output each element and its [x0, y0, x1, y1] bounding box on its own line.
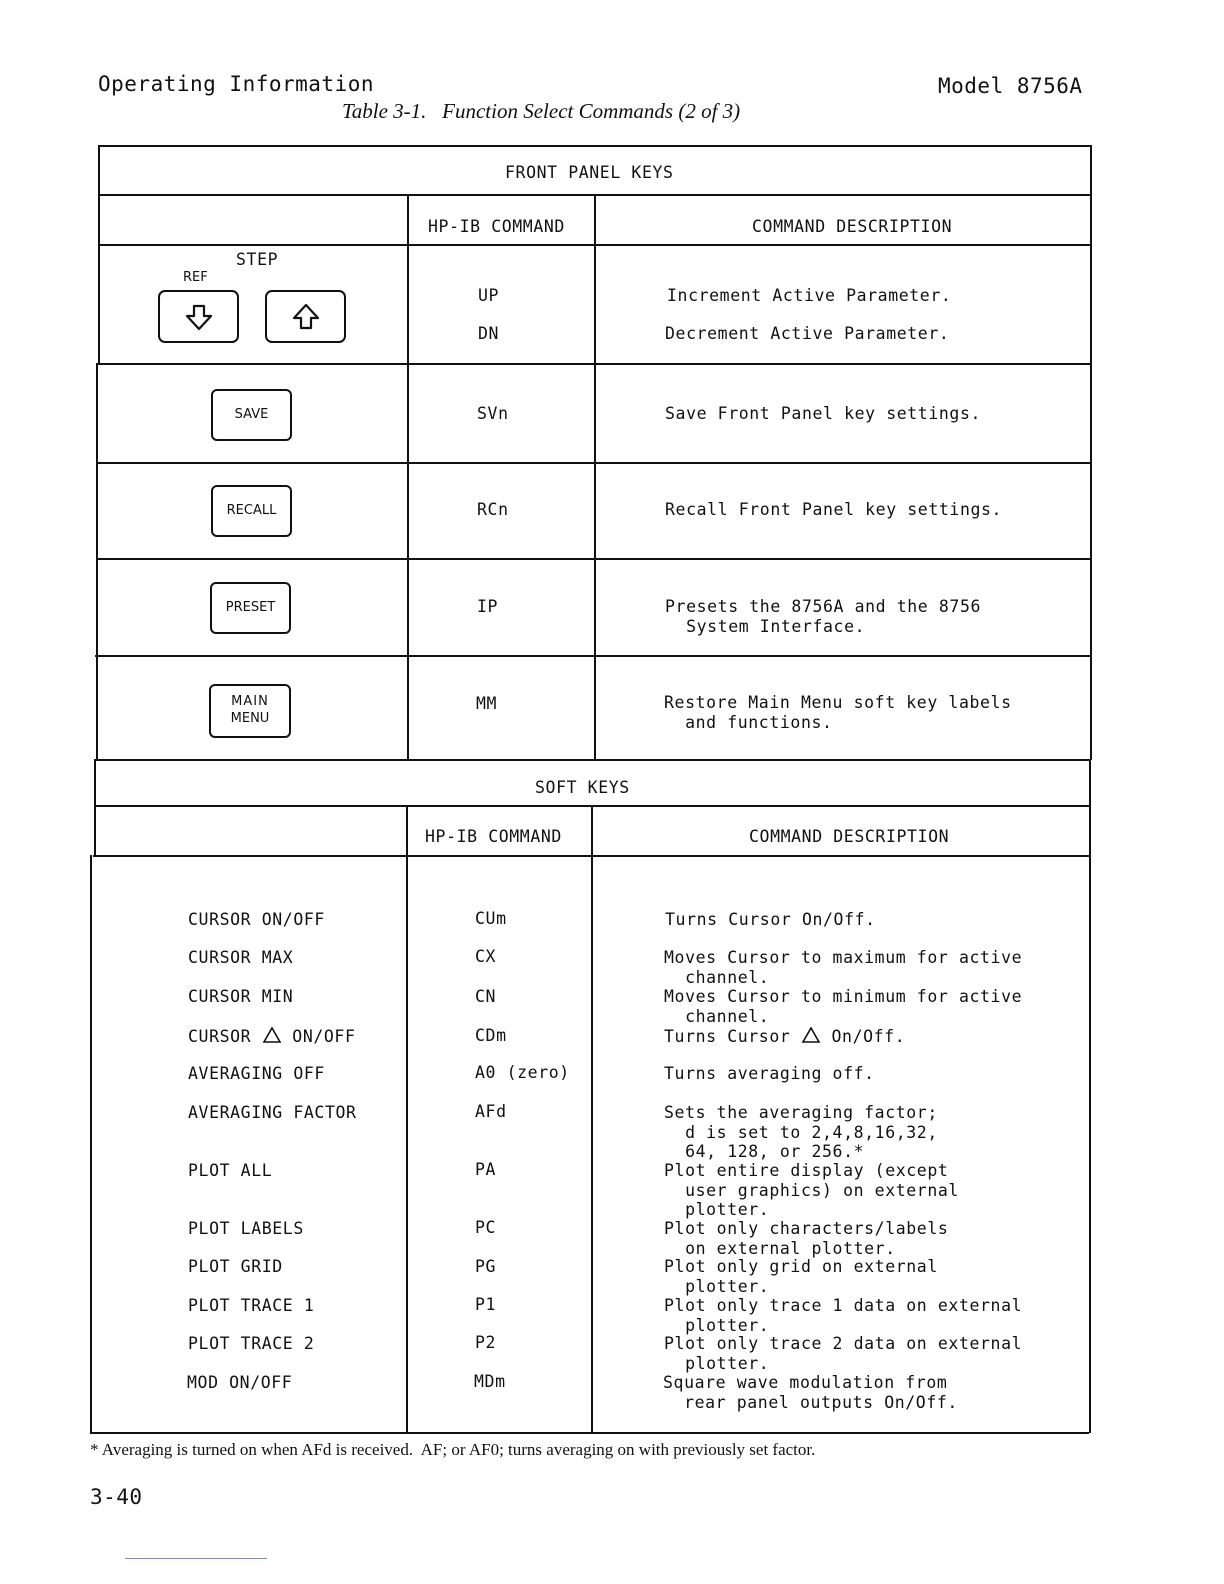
sk-description: Sets the averaging factor; d is set to 2,4,8,16,32, 64, 128, or 256.* [664, 1103, 938, 1161]
arrow-up-icon [291, 302, 321, 332]
sk-name: CURSOR ON/OFF [188, 910, 325, 929]
sk-command: CX [475, 947, 497, 966]
sk-name: PLOT GRID [188, 1257, 283, 1276]
cmd-main-menu: MM [476, 694, 498, 713]
desc-recall: Recall Front Panel key settings. [665, 500, 1003, 519]
step-up-key[interactable] [265, 290, 346, 343]
page-number: 3-40 [90, 1485, 143, 1509]
sk-description: Turns Cursor On/Off. [665, 910, 876, 929]
preset-key[interactable]: PRESET [210, 582, 291, 634]
fp-col-command: HP-IB COMMAND [428, 217, 565, 236]
front-panel-title: FRONT PANEL KEYS [505, 163, 674, 182]
save-key[interactable]: SAVE [211, 389, 292, 441]
step-down-key[interactable] [158, 290, 239, 343]
sk-command: MDm [474, 1372, 506, 1391]
cmd-preset: IP [477, 597, 499, 616]
sk-description: Plot only trace 2 data on external plotter. [664, 1334, 1023, 1373]
delta-icon [801, 1026, 821, 1044]
sk-description: Plot only trace 1 data on external plotter. [664, 1296, 1023, 1335]
sk-name: AVERAGING FACTOR [188, 1103, 357, 1122]
sk-description: Turns Cursor On/Off. [664, 1027, 906, 1046]
scan-artifact-line [125, 1558, 267, 1559]
sk-description: Moves Cursor to minimum for active channel. [664, 987, 1023, 1026]
sk-command: CUm [475, 909, 507, 928]
fp-col-description: COMMAND DESCRIPTION [752, 217, 953, 236]
sk-command: PG [475, 1257, 497, 1276]
sk-description: Plot only characters/labels on external plotter. [664, 1219, 949, 1258]
sk-command: CDm [475, 1026, 507, 1045]
arrow-down-icon [184, 302, 214, 332]
sk-description: Plot entire display (except user graphics) on external plotter. [664, 1161, 959, 1219]
desc-up: Increment Active Parameter. [667, 286, 952, 305]
sk-name: MOD ON/OFF [187, 1373, 293, 1392]
footnote: * Averaging is turned on when AFd is received. AF; or AF0; turns averaging on with previously set factor. [90, 1440, 816, 1459]
sk-name: CURSOR MAX [188, 948, 294, 967]
sk-command: PC [475, 1218, 497, 1237]
sk-name: PLOT ALL [188, 1161, 273, 1180]
main-menu-key[interactable]: MAIN MENU [209, 684, 291, 738]
soft-keys-title: SOFT KEYS [535, 778, 630, 797]
sk-name: PLOT TRACE 1 [188, 1296, 315, 1315]
ref-label: REF [183, 270, 208, 285]
sk-description: Plot only grid on external plotter. [664, 1257, 938, 1296]
sk-name: AVERAGING OFF [188, 1064, 325, 1083]
delta-icon [262, 1026, 282, 1044]
cmd-up: UP [478, 286, 500, 305]
desc-preset: Presets the 8756A and the 8756 System Interface. [665, 597, 982, 636]
cmd-recall: RCn [477, 500, 509, 519]
desc-save: Save Front Panel key settings. [665, 404, 982, 423]
sk-command: P1 [475, 1295, 497, 1314]
sk-name: CURSOR MIN [188, 987, 294, 1006]
sk-name: CURSOR ON/OFF [188, 1027, 356, 1046]
sk-col-description: COMMAND DESCRIPTION [749, 827, 950, 846]
sk-description: Turns averaging off. [664, 1064, 875, 1083]
sk-command: CN [475, 987, 497, 1006]
sk-command: A0 (zero) [475, 1063, 570, 1082]
sk-name: PLOT LABELS [188, 1219, 304, 1238]
recall-key[interactable]: RECALL [211, 485, 292, 537]
sk-description: Moves Cursor to maximum for active channel. [664, 948, 1023, 987]
cmd-dn: DN [478, 324, 500, 343]
sk-description: Square wave modulation from rear panel outputs On/Off. [663, 1373, 958, 1412]
sk-command: AFd [475, 1102, 507, 1121]
desc-dn: Decrement Active Parameter. [665, 324, 950, 343]
model-label: Model 8756A [938, 74, 1083, 98]
section-title: Operating Information [98, 72, 375, 96]
sk-name: PLOT TRACE 2 [188, 1334, 315, 1353]
table-caption: Table 3-1. Function Select Commands (2 of 3) [342, 99, 741, 123]
sk-command: P2 [475, 1333, 497, 1352]
sk-command: PA [475, 1160, 497, 1179]
sk-col-command: HP-IB COMMAND [425, 827, 562, 846]
step-label: STEP [236, 250, 279, 269]
desc-main-menu: Restore Main Menu soft key labels and functions. [664, 693, 1012, 732]
cmd-save: SVn [477, 404, 509, 423]
